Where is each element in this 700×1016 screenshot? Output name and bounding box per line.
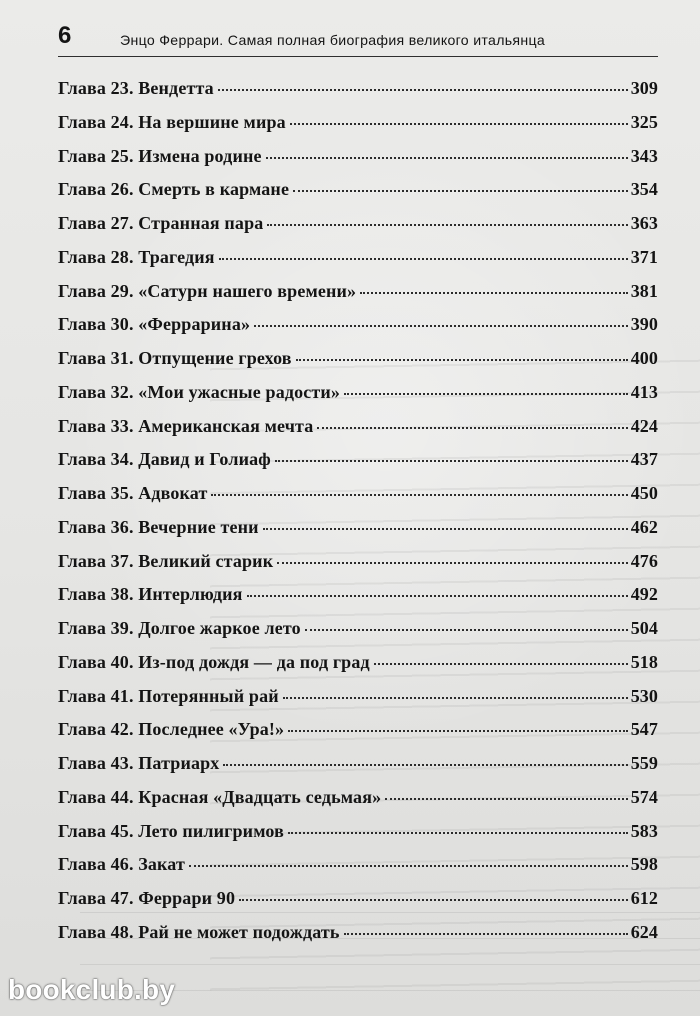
dot-leader <box>317 426 627 429</box>
chapter-page-number: 363 <box>630 213 658 233</box>
toc-entry <box>58 687 658 721</box>
chapter-title: Глава 29. «Сатурн нашего времени» <box>58 280 357 301</box>
chapter-page-number: 547 <box>630 719 658 740</box>
chapter-page-number: 574 <box>630 786 658 807</box>
toc-entry <box>58 383 658 417</box>
chapter-title: Глава 41. Потерянный рай <box>58 685 279 706</box>
chapter-page-number: 530 <box>630 685 658 706</box>
chapter-page-number: 612 <box>630 888 658 908</box>
chapter-title: Глава 26. Смерть в кармане <box>58 179 290 200</box>
header-rule <box>58 56 658 57</box>
toc-entry <box>58 552 658 586</box>
chapter-title: Глава 28. Трагедия <box>58 246 215 267</box>
chapter-page-number: 309 <box>630 78 658 98</box>
dot-leader <box>344 392 628 395</box>
dot-leader <box>305 628 628 631</box>
dot-leader <box>293 189 628 192</box>
chapter-page-number: 325 <box>630 111 658 132</box>
dot-leader <box>277 561 627 564</box>
chapter-title: Глава 27. Странная пара <box>58 213 264 233</box>
toc-entry <box>58 518 658 552</box>
chapter-title: Глава 40. Из-под дождя — да под град <box>58 651 370 672</box>
chapter-page-number: 559 <box>630 753 658 773</box>
chapter-title: Глава 25. Измена родине <box>58 145 262 166</box>
toc-entry <box>58 788 658 822</box>
chapter-title: Глава 42. Последнее «Ура!» <box>58 719 285 740</box>
dot-leader <box>223 763 627 766</box>
table-of-contents <box>58 79 658 957</box>
toc-entry <box>58 349 658 383</box>
chapter-title: Глава 35. Адвокат <box>58 483 208 503</box>
chapter-page-number: 400 <box>630 348 658 368</box>
dot-leader <box>239 898 628 901</box>
chapter-title: Глава 34. Давид и Голиаф <box>58 449 271 470</box>
dot-leader <box>211 493 627 496</box>
chapter-title: Глава 36. Вечерние тени <box>58 516 259 537</box>
toc-entry <box>58 754 658 788</box>
chapter-title: Глава 30. «Феррарина» <box>58 314 251 335</box>
chapter-page-number: 437 <box>630 449 658 470</box>
dot-leader <box>290 122 628 125</box>
toc-entry <box>58 585 658 619</box>
toc-entry <box>58 315 658 349</box>
chapter-title: Глава 24. На вершине мира <box>58 111 286 132</box>
chapter-page-number: 381 <box>630 280 658 301</box>
dot-leader <box>218 88 628 91</box>
chapter-page-number: 413 <box>630 381 658 402</box>
toc-entry <box>58 653 658 687</box>
dot-leader <box>189 864 628 867</box>
toc-entry <box>58 923 658 957</box>
dot-leader <box>385 797 627 800</box>
book-title-header: Энцо Феррари. Самая полная биография великого итальянца <box>120 32 546 48</box>
dot-leader <box>344 932 628 935</box>
dot-leader <box>360 291 627 294</box>
chapter-page-number: 492 <box>630 584 658 605</box>
chapter-page-number: 354 <box>630 179 658 200</box>
running-head <box>58 20 658 60</box>
dot-leader <box>247 594 628 597</box>
page-number: 6 <box>58 22 72 49</box>
chapter-page-number: 371 <box>630 246 658 267</box>
chapter-page-number: 390 <box>630 314 658 335</box>
dot-leader <box>266 156 628 159</box>
chapter-title: Глава 37. Великий старик <box>58 550 274 571</box>
toc-entry <box>58 417 658 451</box>
chapter-page-number: 624 <box>630 921 658 942</box>
chapter-page-number: 424 <box>630 415 658 436</box>
toc-entry <box>58 619 658 653</box>
dot-leader <box>296 358 628 361</box>
toc-entry <box>58 450 658 484</box>
chapter-page-number: 462 <box>630 516 658 537</box>
chapter-title: Глава 31. Отпущение грехов <box>58 348 292 368</box>
chapter-page-number: 450 <box>630 483 658 503</box>
dot-leader <box>288 729 628 732</box>
chapter-title: Глава 43. Патриарх <box>58 753 220 773</box>
chapter-title: Глава 48. Рай не может подождать <box>58 921 340 942</box>
chapter-page-number: 583 <box>630 820 658 841</box>
dot-leader <box>288 831 628 834</box>
chapter-page-number: 476 <box>630 550 658 571</box>
dot-leader <box>219 257 628 260</box>
dot-leader <box>263 527 628 530</box>
chapter-title: Глава 33. Американская мечта <box>58 415 314 436</box>
toc-entry <box>58 79 658 113</box>
chapter-page-number: 598 <box>630 854 658 875</box>
chapter-title: Глава 44. Красная «Двадцать седьмая» <box>58 786 382 807</box>
toc-entry <box>58 822 658 856</box>
toc-entry <box>58 282 658 316</box>
site-watermark: bookclub.by <box>8 974 176 1005</box>
chapter-title: Глава 45. Лето пилигримов <box>58 820 284 841</box>
chapter-page-number: 518 <box>630 651 658 672</box>
chapter-title: Глава 47. Феррари 90 <box>58 888 236 908</box>
toc-entry <box>58 484 658 518</box>
chapter-page-number: 504 <box>630 618 658 638</box>
chapter-page-number: 343 <box>630 145 658 166</box>
dot-leader <box>283 696 628 699</box>
toc-entry <box>58 180 658 214</box>
toc-entry <box>58 855 658 889</box>
dot-leader <box>254 324 628 327</box>
chapter-title: Глава 38. Интерлюдия <box>58 584 243 605</box>
chapter-title: Глава 39. Долгое жаркое лето <box>58 618 301 638</box>
chapter-title: Глава 32. «Мои ужасные радости» <box>58 381 341 402</box>
chapter-title: Глава 23. Вендетта <box>58 78 214 98</box>
toc-entry <box>58 147 658 181</box>
toc-entry <box>58 720 658 754</box>
toc-entry <box>58 214 658 248</box>
dot-leader <box>267 223 627 226</box>
toc-entry <box>58 248 658 282</box>
chapter-title: Глава 46. Закат <box>58 854 185 875</box>
toc-entry <box>58 889 658 923</box>
dot-leader <box>275 459 628 462</box>
dot-leader <box>374 662 628 665</box>
toc-entry <box>58 113 658 147</box>
